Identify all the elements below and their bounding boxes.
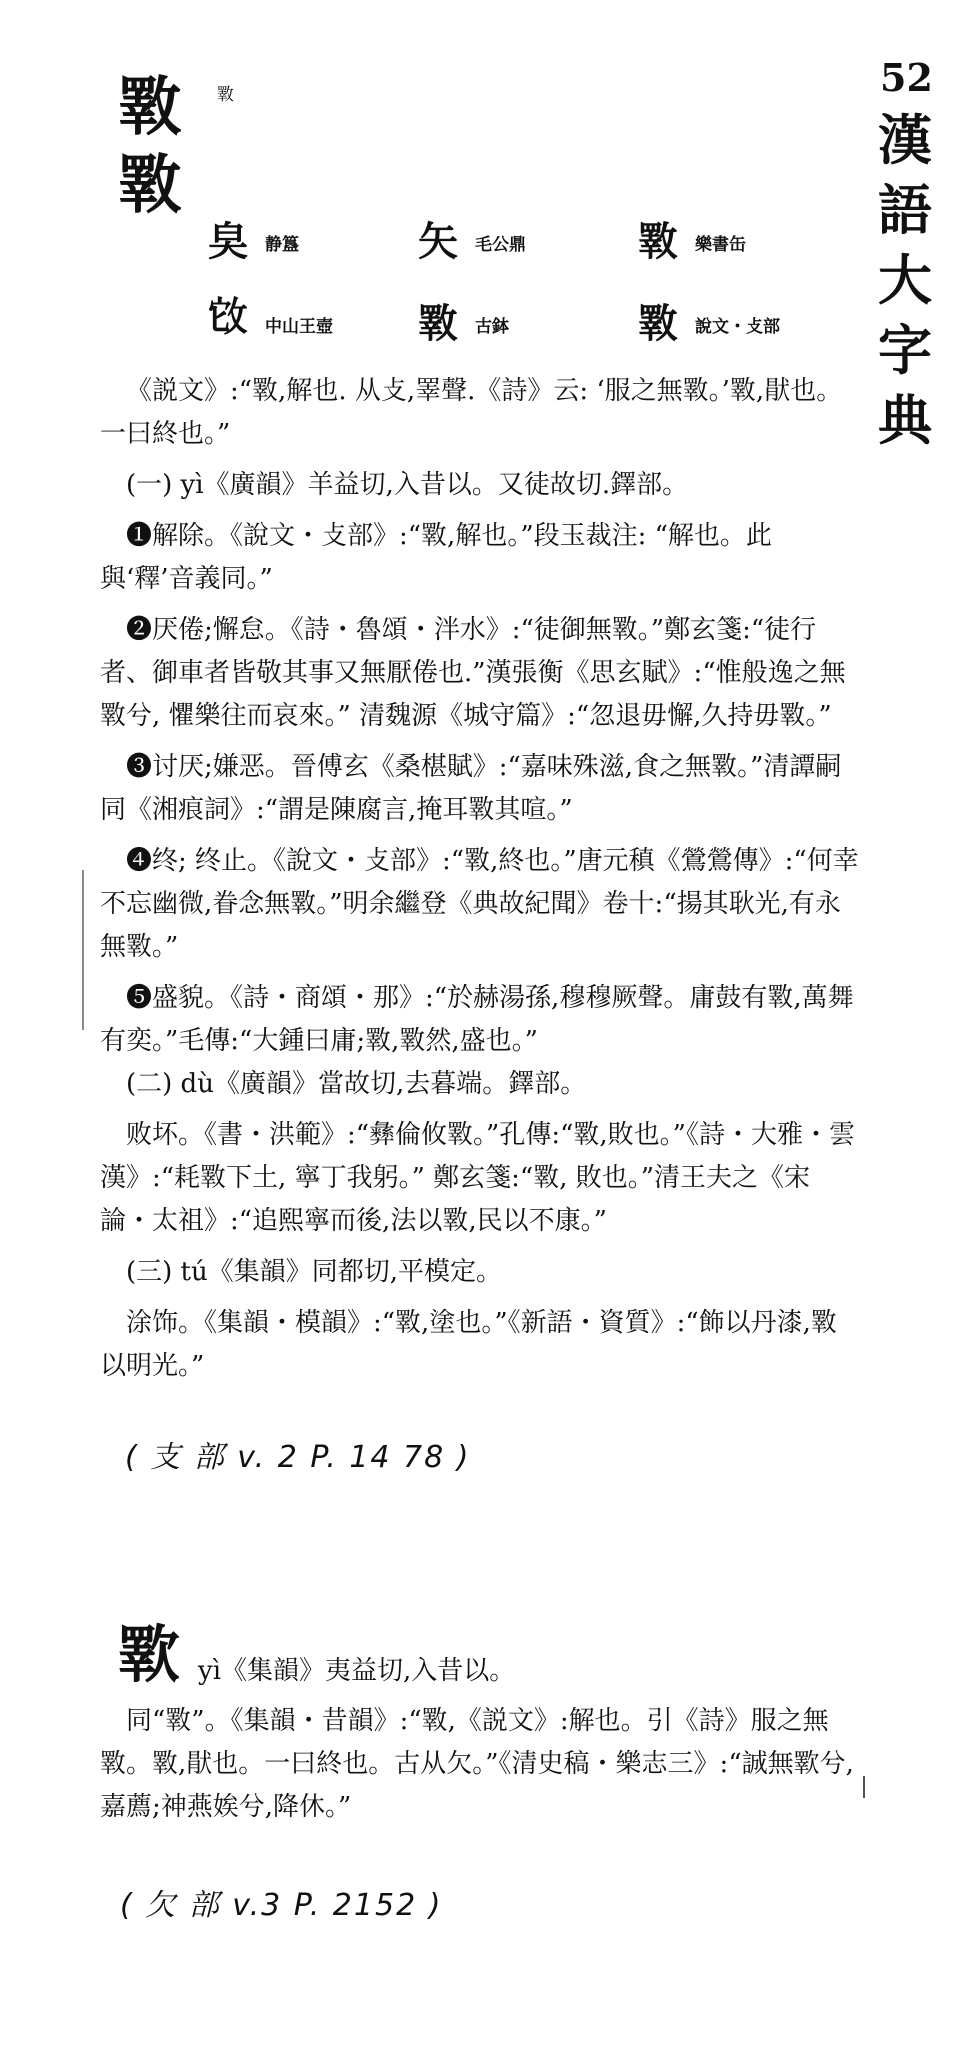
reading-two: (二) dù《廣韻》當故切,去暮端。鐸部。 [126, 1069, 587, 1099]
entry-body [100, 370, 860, 1388]
title-char: 語 [878, 178, 932, 242]
headword-second-entry: 歝 [118, 1618, 181, 1691]
sense-five: ❺盛貌。《詩・商頌・那》:“於赫湯孫,穆穆厥聲。庸鼓有斁,萬舞有奕。”毛傳:“大鍾曰庸;斁,斁然,盛也。” [100, 983, 854, 1056]
script-form-source: 静簋 [265, 235, 299, 255]
title-char: 大 [878, 248, 932, 312]
script-form-source: 樂書缶 [695, 235, 746, 255]
second-entry-definition: 同“斁”。《集韻・昔韻》:“斁,《説文》:解也。引《詩》服之無斁。斁,猒也。一曰終也。古从欠。”《清史稿・樂志三》:“誠無歝兮,嘉薦;神燕娭兮,降休。” [100, 1706, 854, 1822]
reading-one: (一) yì《廣韻》羊益切,入昔以。又徒故切.鐸部。 [126, 470, 689, 500]
script-form-source: 中山王壺 [265, 317, 333, 337]
headword-traditional-small: 斁 [217, 85, 234, 105]
headword-variant: 斁 [118, 148, 182, 223]
script-form-glyph: 㚖 [208, 218, 248, 265]
shuowen-citation: 《説文》:“斁,解也. 从攴,睪聲.《詩》云: ‘服之無斁。’斁,猒也。一曰終也。” [100, 376, 843, 449]
script-form-glyph: 矢 [418, 218, 458, 265]
script-form-source: 說文・攴部 [695, 317, 780, 337]
sense-two: ❷厌倦;懈怠。《詩・魯頌・泮水》:“徒御無斁。”鄭玄箋:“徒行者、御車者皆敬其事又無厭倦也.”漢張衡《思玄賦》:“惟般逸之無斁兮, 懼樂往而哀來。” 清魏源《城守篇》:“忽退毋懈,久持毋斁。” [100, 615, 846, 731]
sense-three: ❸讨厌;嫌恶。晉傅玄《桑椹賦》:“嘉味殊滋,食之無斁。”清譚嗣同《湘痕詞》:“謂是陳腐言,掩耳斁其喧。” [100, 752, 842, 825]
reading-three: (三) tú《集韻》同都切,平模定。 [126, 1257, 503, 1287]
handwritten-reference: ( 支 部 v. 2 P. 14 78 ) [125, 1440, 471, 1475]
second-entry-body [100, 1700, 860, 1829]
margin-line [82, 870, 84, 1030]
script-form-source: 毛公鼎 [475, 235, 526, 255]
title-char: 典 [878, 388, 932, 452]
reading-three-sense: 涂饰。《集韻・模韻》:“斁,塗也。”《新語・資質》:“飾以丹漆,斁以明光。” [100, 1308, 837, 1381]
handwritten-reference: ( 欠 部 v.3 P. 2152 ) [120, 1888, 443, 1923]
page-number: 52 [880, 55, 933, 100]
script-form-glyph: 斁 [638, 300, 678, 347]
margin-tick [863, 1776, 865, 1798]
sense-one: ❶解除。《說文・攴部》:“斁,解也。”段玉裁注: “解也。此與‘釋’音義同。” [100, 521, 772, 594]
reading-two-sense: 败坏。《書・洪範》:“彝倫攸斁。”孔傳:“斁,敗也。”《詩・大雅・雲漢》:“耗斁下土, 寧丁我躬。” 鄭玄箋:“斁, 敗也。”清王夫之《宋論・太祖》:“追熙寧而後,法以斁,民以不康。” [100, 1120, 855, 1236]
dictionary-title-vertical [870, 105, 940, 455]
script-form-glyph: 斁 [638, 218, 678, 265]
title-char: 漢 [878, 108, 932, 172]
script-form-glyph: 𢼊 [208, 294, 248, 341]
headword-main: 斁 [118, 70, 182, 145]
script-form-glyph: 斁 [418, 300, 458, 347]
title-char: 字 [878, 318, 932, 382]
second-entry-reading: yì《集韻》夷益切,入昔以。 [198, 1656, 516, 1686]
script-form-source: 古鉢 [475, 317, 509, 337]
sense-four: ❹终; 终止。《說文・攴部》:“斁,終也。”唐元稹《鶯鶯傳》:“何幸不忘幽微,眷念無斁。”明余繼登《典故紀聞》卷十:“揚其耿光,有永無斁。” [100, 846, 859, 962]
